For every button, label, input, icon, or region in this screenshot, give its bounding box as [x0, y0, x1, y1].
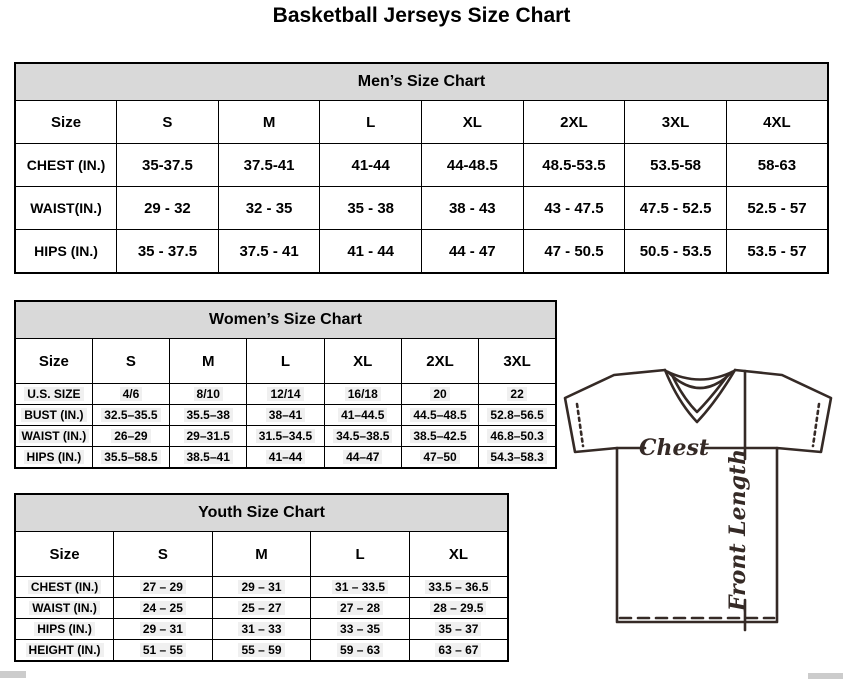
- womens-table-title: Women’s Size Chart: [15, 301, 556, 339]
- table-row: [15, 187, 828, 230]
- row-label: WAIST (IN.): [15, 426, 92, 447]
- column-header: 2XL: [401, 339, 478, 384]
- value-cell: 54.3–58.3: [479, 447, 556, 469]
- chest-label: Chest: [638, 435, 710, 461]
- column-header: M: [170, 339, 247, 384]
- value-cell: 33.5 – 36.5: [409, 577, 508, 598]
- value-cell: 52.5 - 57: [726, 187, 828, 230]
- front-length-label: Front Length: [725, 448, 751, 612]
- column-header: XL: [422, 101, 524, 144]
- row-label: WAIST (IN.): [15, 598, 114, 619]
- row-label: HIPS (IN.): [15, 619, 114, 640]
- table-row: [15, 230, 828, 274]
- value-cell: 53.5-58: [625, 144, 727, 187]
- value-cell: 20: [401, 384, 478, 405]
- value-cell: 55 – 59: [212, 640, 311, 662]
- value-cell: 31 – 33.5: [311, 577, 410, 598]
- row-label: CHEST (IN.): [15, 577, 114, 598]
- column-header: S: [92, 339, 169, 384]
- value-cell: 12/14: [247, 384, 324, 405]
- column-header: 3XL: [479, 339, 556, 384]
- value-cell: 37.5 - 41: [218, 230, 320, 274]
- value-cell: 52.8–56.5: [479, 405, 556, 426]
- value-cell: 29 – 31: [212, 577, 311, 598]
- value-cell: 58-63: [726, 144, 828, 187]
- table-row: [15, 384, 556, 405]
- mens-size-table: [14, 62, 829, 274]
- value-cell: 50.5 - 53.5: [625, 230, 727, 274]
- value-cell: 35-37.5: [117, 144, 219, 187]
- value-cell: 47 - 50.5: [523, 230, 625, 274]
- column-header: L: [320, 101, 422, 144]
- row-label: U.S. SIZE: [15, 384, 92, 405]
- size-header-cell: Size: [15, 339, 92, 384]
- column-header: 2XL: [523, 101, 625, 144]
- youth-size-table: [14, 493, 509, 662]
- table-row: [15, 577, 508, 598]
- sleeve-dash-right: [813, 404, 819, 446]
- value-cell: 48.5-53.5: [523, 144, 625, 187]
- value-cell: 46.8–50.3: [479, 426, 556, 447]
- row-label: HEIGHT (IN.): [15, 640, 114, 662]
- value-cell: 22: [479, 384, 556, 405]
- value-cell: 32.5–35.5: [92, 405, 169, 426]
- value-cell: 35 - 38: [320, 187, 422, 230]
- value-cell: 41–44: [247, 447, 324, 469]
- value-cell: 44–47: [324, 447, 401, 469]
- value-cell: 44.5–48.5: [401, 405, 478, 426]
- row-label: HIPS (IN.): [15, 447, 92, 469]
- value-cell: 51 – 55: [114, 640, 213, 662]
- table-banner-row: [15, 494, 508, 532]
- value-cell: 4/6: [92, 384, 169, 405]
- value-cell: 41-44: [320, 144, 422, 187]
- jersey-outline: [565, 370, 831, 622]
- mens-table-title: Men’s Size Chart: [15, 63, 828, 101]
- value-cell: 27 – 29: [114, 577, 213, 598]
- value-cell: 41–44.5: [324, 405, 401, 426]
- column-header: S: [114, 532, 213, 577]
- table-banner-row: [15, 301, 556, 339]
- value-cell: 37.5-41: [218, 144, 320, 187]
- value-cell: 38.5–42.5: [401, 426, 478, 447]
- column-header: M: [218, 101, 320, 144]
- value-cell: 16/18: [324, 384, 401, 405]
- value-cell: 35 – 37: [409, 619, 508, 640]
- column-header: XL: [409, 532, 508, 577]
- value-cell: 47–50: [401, 447, 478, 469]
- table-row: [15, 598, 508, 619]
- value-cell: 29–31.5: [170, 426, 247, 447]
- value-cell: 47.5 - 52.5: [625, 187, 727, 230]
- value-cell: 29 - 32: [117, 187, 219, 230]
- jersey-diagram: [556, 362, 840, 658]
- table-row: [15, 405, 556, 426]
- value-cell: 35 - 37.5: [117, 230, 219, 274]
- value-cell: 28 – 29.5: [409, 598, 508, 619]
- column-header: L: [311, 532, 410, 577]
- row-label: WAIST(IN.): [15, 187, 117, 230]
- row-label: CHEST (IN.): [15, 144, 117, 187]
- value-cell: 26–29: [92, 426, 169, 447]
- table-row: [15, 640, 508, 662]
- table-row: [15, 144, 828, 187]
- value-cell: 43 - 47.5: [523, 187, 625, 230]
- column-header: S: [117, 101, 219, 144]
- sleeve-dash-left: [577, 404, 583, 446]
- value-cell: 32 - 35: [218, 187, 320, 230]
- value-cell: 53.5 - 57: [726, 230, 828, 274]
- value-cell: 44 - 47: [422, 230, 524, 274]
- column-header: L: [247, 339, 324, 384]
- table-banner-row: [15, 63, 828, 101]
- size-header-cell: Size: [15, 532, 114, 577]
- table-row: [15, 447, 556, 469]
- value-cell: 35.5–58.5: [92, 447, 169, 469]
- womens-size-table: [14, 300, 557, 469]
- table-row: [15, 426, 556, 447]
- value-cell: 63 – 67: [409, 640, 508, 662]
- value-cell: 33 – 35: [311, 619, 410, 640]
- value-cell: 35.5–38: [170, 405, 247, 426]
- column-header: 3XL: [625, 101, 727, 144]
- size-header-cell: Size: [15, 101, 117, 144]
- value-cell: 8/10: [170, 384, 247, 405]
- horizontal-scrollbar-thumb-right[interactable]: [808, 673, 843, 679]
- row-label: HIPS (IN.): [15, 230, 117, 274]
- value-cell: 27 – 28: [311, 598, 410, 619]
- page-title: Basketball Jerseys Size Chart: [272, 4, 571, 27]
- value-cell: 24 – 25: [114, 598, 213, 619]
- table-row: [15, 619, 508, 640]
- value-cell: 44-48.5: [422, 144, 524, 187]
- value-cell: 38–41: [247, 405, 324, 426]
- value-cell: 25 – 27: [212, 598, 311, 619]
- value-cell: 38 - 43: [422, 187, 524, 230]
- column-header: XL: [324, 339, 401, 384]
- horizontal-scrollbar-thumb-left[interactable]: [0, 671, 26, 678]
- youth-table-title: Youth Size Chart: [15, 494, 508, 532]
- value-cell: 31 – 33: [212, 619, 311, 640]
- column-header: 4XL: [726, 101, 828, 144]
- value-cell: 31.5–34.5: [247, 426, 324, 447]
- table-header-row: [15, 532, 508, 577]
- value-cell: 29 – 31: [114, 619, 213, 640]
- value-cell: 34.5–38.5: [324, 426, 401, 447]
- column-header: M: [212, 532, 311, 577]
- value-cell: 59 – 63: [311, 640, 410, 662]
- table-header-row: [15, 339, 556, 384]
- table-header-row: [15, 101, 828, 144]
- value-cell: 38.5–41: [170, 447, 247, 469]
- row-label: BUST (IN.): [15, 405, 92, 426]
- value-cell: 41 - 44: [320, 230, 422, 274]
